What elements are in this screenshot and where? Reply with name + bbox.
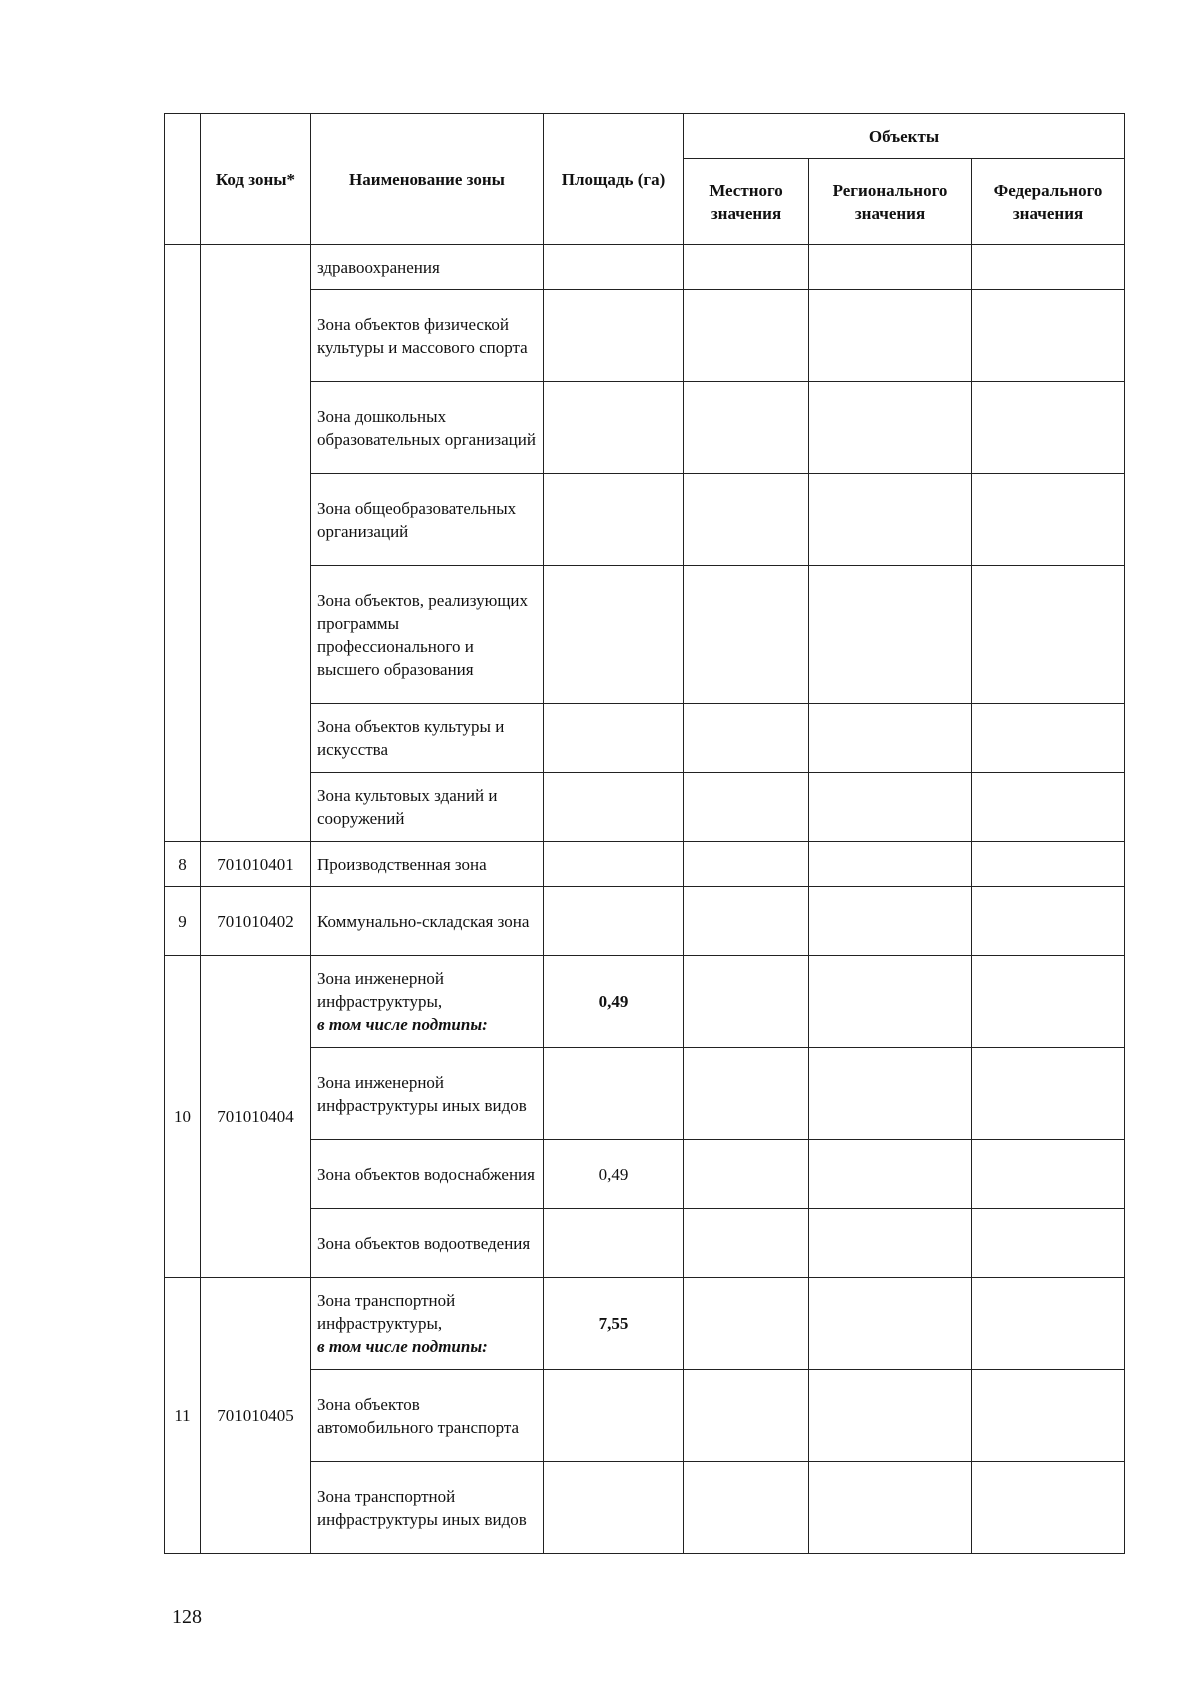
zone-code: 701010404 [201,956,311,1278]
header-local: Местного значения [684,159,809,245]
header-num [165,114,201,245]
zone-name [311,1278,544,1370]
header-objects: Объекты [684,114,1125,159]
zone-name: Зона объектов физической культуры и массового спорта [311,290,544,382]
zone-name: Зона культовых зданий и сооружений [311,773,544,842]
zone-name: Зона инженерной инфраструктуры иных видов [311,1048,544,1140]
row-number: 9 [165,887,201,956]
header-name: Наименование зоны [311,114,544,245]
zone-area: 7,55 [544,1278,684,1370]
code-cell-continued [201,245,311,842]
row-number: 10 [165,956,201,1278]
zone-code: 701010405 [201,1278,311,1554]
header-code: Код зоны* [201,114,311,245]
zone-name: Зона транспортной инфраструктуры иных видов [311,1462,544,1554]
zone-name: Зона объектов водоотведения [311,1209,544,1278]
zone-name [311,956,544,1048]
zone-name-text: Зона транспортной инфраструктуры, [317,1291,456,1333]
zone-name: Коммунально-складская зона [311,887,544,956]
zone-code: 701010402 [201,887,311,956]
zone-name: Зона объектов водоснабжения [311,1140,544,1209]
zone-name: здравоохранения [311,245,544,290]
zones-table [164,113,1125,1554]
zone-name: Зона общеобразовательных организаций [311,474,544,566]
zone-name: Зона объектов культуры и искусства [311,704,544,773]
row-number: 11 [165,1278,201,1554]
header-regional: Регионального значения [809,159,972,245]
zone-name: Производственная зона [311,842,544,887]
zone-code: 701010401 [201,842,311,887]
zone-name-text: Зона инженерной инфраструктуры, [317,969,445,1011]
num-cell-continued [165,245,201,842]
row-number: 8 [165,842,201,887]
zone-area: 0,49 [544,1140,684,1209]
page-number: 128 [172,1606,202,1628]
header-federal: Федерального значения [972,159,1125,245]
zone-name: Зона объектов, реализующих программы профессионального и высшего образования [311,566,544,704]
zone-subtypes-label: в том числе подтипы: [317,1015,488,1034]
zone-name: Зона объектов автомобильного транспорта [311,1370,544,1462]
zone-subtypes-label: в том числе подтипы: [317,1337,488,1356]
header-area: Площадь (га) [544,114,684,245]
zone-area: 0,49 [544,956,684,1048]
zone-name: Зона дошкольных образовательных организаций [311,382,544,474]
